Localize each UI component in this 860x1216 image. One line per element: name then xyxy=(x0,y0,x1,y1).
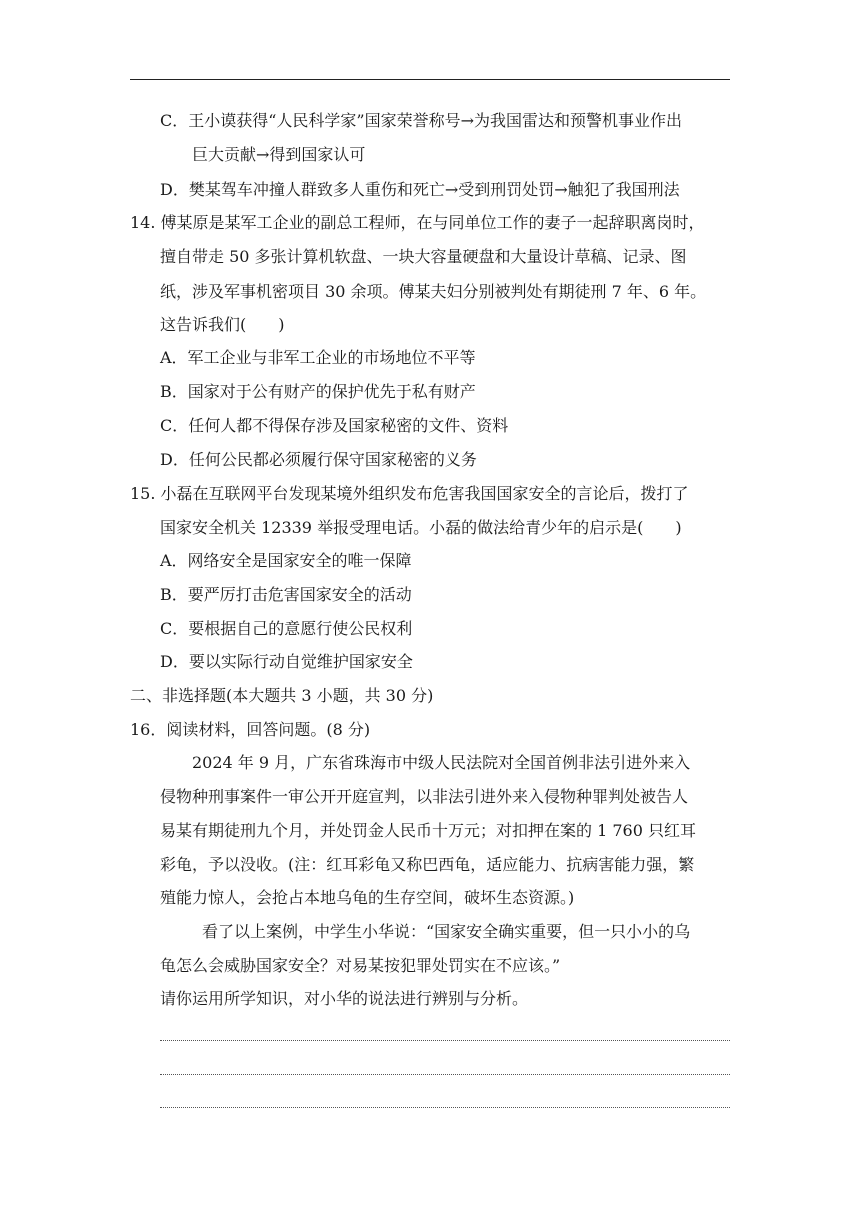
q14-stem-line4: 这告诉我们( ) xyxy=(160,315,285,334)
q16-task: 请你运用所学知识，对小华的说法进行辨别与分析。 xyxy=(160,989,529,1008)
q16-quote-line2: 龟怎么会威胁国家安全？对易某按犯罪处罚实在不应该。” xyxy=(160,956,561,975)
q13-option-c-line1: C．王小谟获得“人民科学家”国家荣誉称号→为我国雷达和预警机事业作出 xyxy=(160,111,683,130)
q16-material-line1: 2024 年 9 月，广东省珠海市中级人民法院对全国首例非法引进外来入 xyxy=(192,753,691,772)
q15-option-d: D．要以实际行动自觉维护国家安全 xyxy=(160,652,413,671)
q16-stem: 16．阅读材料，回答问题。(8 分) xyxy=(130,720,371,739)
q14-stem-line3: 纸，涉及军事机密项目 30 余项。傅某夫妇分别被判处有期徒刑 7 年、6 年。 xyxy=(160,282,707,301)
q16-material-line4: 彩龟，予以没收。(注：红耳彩龟又称巴西龟，适应能力、抗病害能力强，繁 xyxy=(160,855,695,874)
q16-material-line5: 殖能力惊人，会抢占本地乌龟的生存空间，破坏生态资源。) xyxy=(160,888,575,907)
q14-option-d: D．任何公民都必须履行保守国家秘密的义务 xyxy=(160,450,477,469)
q16-quote-line1: 看了以上案例，中学生小华说：“国家安全确实重要，但一只小小的乌 xyxy=(202,922,691,941)
answer-line xyxy=(160,1040,730,1041)
q15-stem-line2: 国家安全机关 12339 举报受理电话。小磊的做法给青少年的启示是( ) xyxy=(160,518,682,537)
q15-option-a: A．网络安全是国家安全的唯一保障 xyxy=(160,551,412,570)
q15-stem-line1: 15. 小磊在互联网平台发现某境外组织发布危害我国国家安全的言论后，拨打了 xyxy=(130,484,689,503)
q13-option-d: D．樊某驾车冲撞人群致多人重伤和死亡→受到刑罚处罚→触犯了我国刑法 xyxy=(160,180,680,199)
q14-option-a: A．军工企业与非军工企业的市场地位不平等 xyxy=(160,348,476,367)
q14-stem-line2: 擅自带走 50 多张计算机软盘、一块大容量硬盘和大量设计草稿、记录、图 xyxy=(160,247,687,266)
section2-heading: 二、非选择题(本大题共 3 小题，共 30 分) xyxy=(130,686,434,705)
q14-option-b: B．国家对于公有财产的保护优先于私有财产 xyxy=(160,382,476,401)
q15-option-c: C．要根据自己的意愿行使公民权利 xyxy=(160,619,413,638)
answer-line xyxy=(160,1107,730,1108)
q16-material-line3: 易某有期徒刑九个月，并处罚金人民币十万元；对扣押在案的 1 760 只红耳 xyxy=(160,821,696,840)
header-rule xyxy=(130,79,730,80)
q14-stem-line1: 14. 傅某原是某军工企业的副总工程师，在与同单位工作的妻子一起辞职离岗时， xyxy=(130,213,705,232)
q15-option-b: B．要严厉打击危害国家安全的活动 xyxy=(160,585,412,604)
q14-option-c: C．任何人都不得保存涉及国家秘密的文件、资料 xyxy=(160,416,509,435)
answer-line xyxy=(160,1074,730,1075)
q16-material-line2: 侵物种刑事案件一审公开开庭宣判，以非法引进外来入侵物种罪判处被告人 xyxy=(160,787,689,806)
q13-option-c-line2: 巨大贡献→得到国家认可 xyxy=(192,145,366,164)
